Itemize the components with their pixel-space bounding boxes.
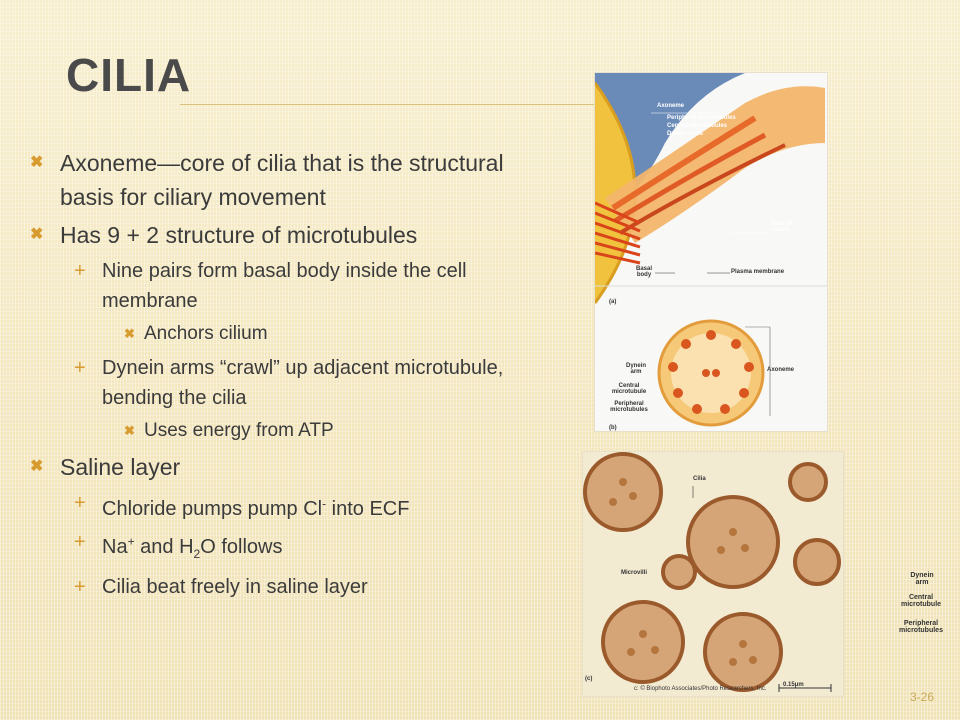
label-peripheral-mt: Peripheral microtubules [610, 401, 648, 413]
list-item [30, 256, 560, 316]
label-central: Central microtubules [667, 123, 728, 129]
label-shaft: Shaft of cilium [769, 221, 793, 233]
list-item [30, 527, 560, 570]
list-item [30, 450, 560, 484]
label-cilia: Cilia [693, 476, 706, 482]
x-bullet-icon: ✖ [30, 226, 44, 243]
list-item [30, 218, 560, 252]
bullet-text: Cilia beat freely in saline layer [102, 576, 368, 599]
label-c: (c) [585, 676, 593, 682]
list-item [30, 146, 560, 214]
x-bullet-icon: ✖ [30, 458, 44, 475]
bullet-list [30, 146, 560, 605]
x-bullet-icon: ✖ [124, 326, 135, 341]
plus-bullet-icon: + [74, 357, 86, 379]
label-b: (b) [609, 425, 617, 431]
list-item [30, 416, 560, 446]
plus-bullet-icon: + [74, 576, 86, 599]
label-central-mt: Central microtubule [611, 383, 647, 395]
label-plasma: Plasma membrane [731, 269, 785, 275]
bullet-text: Dynein arms “crawl” up adjacent microtubule, bending the cilia [102, 357, 504, 409]
bullet-text: Axoneme—core of cilia that is the structural basis for ciliary movement [60, 150, 504, 210]
slide-title: CILIA [66, 49, 192, 101]
label-axoneme: Axoneme [657, 103, 685, 109]
bullet-text: Chloride pumps pump Cl- into ECF [102, 496, 410, 520]
label-a: (a) [609, 299, 617, 305]
scale-bar-label: 0.15μm [783, 682, 804, 688]
bullet-text: Na+ and $H_2O$ follows [102, 534, 283, 562]
plus-bullet-icon: + [74, 530, 86, 553]
x-bullet-icon: ✖ [124, 423, 135, 438]
label-peripheral-mt-side: Peripheral microtubules [899, 620, 943, 634]
label-axoneme-2: Axoneme [767, 367, 795, 373]
list-item [30, 353, 560, 413]
cilia-micrograph [582, 451, 844, 697]
label-peripheral: Peripheral microtubules [667, 115, 736, 121]
list-item [30, 319, 560, 349]
image-credit: c: © Biophoto Associates/Photo Researchers, Inc. [634, 686, 767, 692]
x-bullet-icon: ✖ [30, 154, 44, 171]
bullet-text: Has 9 + 2 structure of microtubules [60, 222, 418, 248]
list-item [30, 488, 560, 524]
plus-bullet-icon: + [74, 260, 86, 282]
label-dynein-arm-side: Dynein arm [910, 572, 934, 586]
bullet-text: Saline layer [60, 454, 181, 480]
bullet-text: Nine pairs form basal body inside the cell membrane [102, 260, 467, 312]
bullet-text: Uses energy from ATP [144, 420, 334, 441]
label-microvilli: Microvilli [621, 570, 648, 576]
label-central-mt-side: Central microtubule [900, 594, 942, 608]
cilium-diagram [594, 72, 828, 432]
bullet-text: Anchors cilium [144, 323, 268, 344]
label-basal-body: Basal body [635, 266, 652, 278]
label-dynein: Dynein arms [667, 131, 704, 137]
title-divider [180, 104, 600, 105]
slide-number: 3-26 [909, 690, 934, 704]
plus-bullet-icon: + [74, 492, 86, 514]
label-dynein-arm: Dynein arm [625, 363, 646, 375]
list-item [30, 572, 560, 602]
